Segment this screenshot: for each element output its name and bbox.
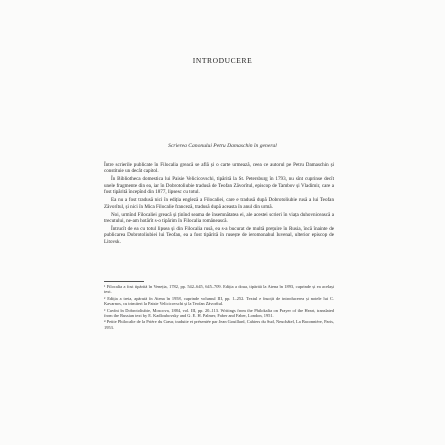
footnote-separator [104, 281, 144, 282]
paragraph: Noi, urmînd Filocaliei greacă și ținînd seama de însemnătatea ei, ale acestei scrieri în viața duhovnicească a trecutului, ne-am hotărît s-o tipărim în Filocalia românească. [104, 211, 334, 225]
paragraph: Ea nu a fost tradusă nici în ediția engleză a Filocaliei, care e tradusă după Dobrotoliubie rusă a lui Teofan Zăvorîtul, și nici în Mica Filocalie franceză, tradusă după aceasta în anul din urmă. [104, 197, 334, 210]
paragraph: Întrucît de ea cu totul lipsea și din Filocalia rusă, ea s-a bucurat de multă prețuire în Rusia, încă înainte de publicarea Dobrotoliubiei lui Teofan, ea a fost tipărită în rusește de ieromonahul Iuvenal, ulterior episcop de Litovsk. [104, 226, 334, 245]
footnote: ¹ Filocalia a fost tipărită în Veneția, 1782, pp. 542–645, 645–709. Ediția a doua, tipărită la Atena în 1893, cuprinde și ea același text. [104, 284, 334, 295]
paragraph: Între scrierile publicate în Filocalia greacă se află și o carte urmează, ceea ce autorul pe Petru Damaschin și constituie un decât capitol. [104, 162, 334, 175]
body-text [104, 162, 334, 247]
footnotes [104, 284, 334, 331]
footnote: ² Ediția a treia, apărută în Atena în 1958, cuprinde volumul III, pp. 1–252. Textul e însoțit de introducerea și notele lui C. Kavarnos, cu trimiteri la Paisie Velicicovschi și la Teofan Zăvorîtul. [104, 295, 334, 307]
paragraph: În Bibliotheca domestica lui Paisie Velicicovschi, tipărită la St. Petersburg în 1793, nu sînt cuprinse decît unele fragmente din ea, iar în Dobrotoliubie tradusă de Teofan Zăvorîtul, episcop de Tambov și Vladimir, care a fost tipărită începînd din 1877, lipsesc cu totul. [104, 176, 334, 196]
running-head-title: INTRODUCERE [192, 56, 253, 65]
section-title: Scrierea Canonului Petru Damaschin în general [168, 143, 277, 149]
footnote: ³ Cuvînt în Dobrotoliubie, Moscova, 1884, vol. III, pp. 20–113. Writings from the Philokalia on Prayer of the Heart, translated from the Russian text by E. Kadloubovsky and G. E. H. Palmer, Faber and Faber, London, 1951. [104, 307, 334, 319]
footnote: ⁴ Petite Philocalie de la Prière du Cœur, traduite et présentée par Jean Gouillard, Cahiers du Sud, Neuchâtel, La Baconnière, Paris, 1953. [104, 319, 334, 330]
